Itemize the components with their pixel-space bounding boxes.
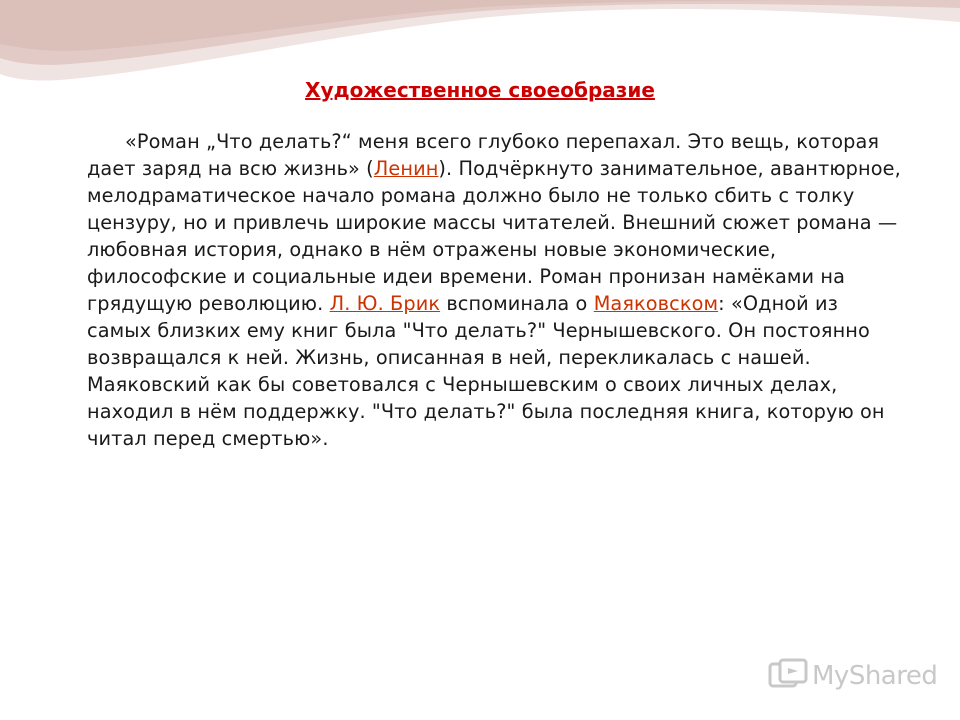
top-decorative-waves xyxy=(0,0,960,90)
link-lenin[interactable]: Ленин xyxy=(373,157,439,180)
link-brik[interactable]: Л. Ю. Брик xyxy=(329,292,441,315)
paragraph-text-1: «Роман „Что делать?“ меня всего глубоко перепахал. Это вещь, которая дает заряд на всю жизнь» ( xyxy=(87,130,880,180)
paragraph-text-2: ). Подчёркнуто занимательное, авантюрное, мелодраматическое начало романа должно было не только сбить с толку цензуру, но и привлечь широкие массы читателей. Внешний сюжет романа — любовная история, однако в нём отражены новые экономические, философские и социальные идеи времени. Роман пронизан намёками на грядущую революцию. xyxy=(87,157,901,315)
paragraph-text-4: : «Одной из самых близких ему книг была "Что делать?" Чернышевского. Он постоянно возвращался к ней. Жизнь, описанная в ней, перекликалась с нашей. Маяковский как бы советовался с Чернышевским о своих личных делах, находил в нём поддержку. "Что делать?" была последняя книга, которую он читал перед смертью». xyxy=(87,292,885,450)
link-mayakovsky[interactable]: Маяковском xyxy=(593,292,719,315)
watermark-text: MyShared xyxy=(812,661,938,691)
slide-title: Художественное своеобразие xyxy=(305,78,655,102)
myshared-logo-icon xyxy=(768,658,808,694)
paragraph-text-3: вспоминала о xyxy=(440,292,594,315)
main-paragraph xyxy=(87,128,907,452)
watermark xyxy=(768,656,937,696)
